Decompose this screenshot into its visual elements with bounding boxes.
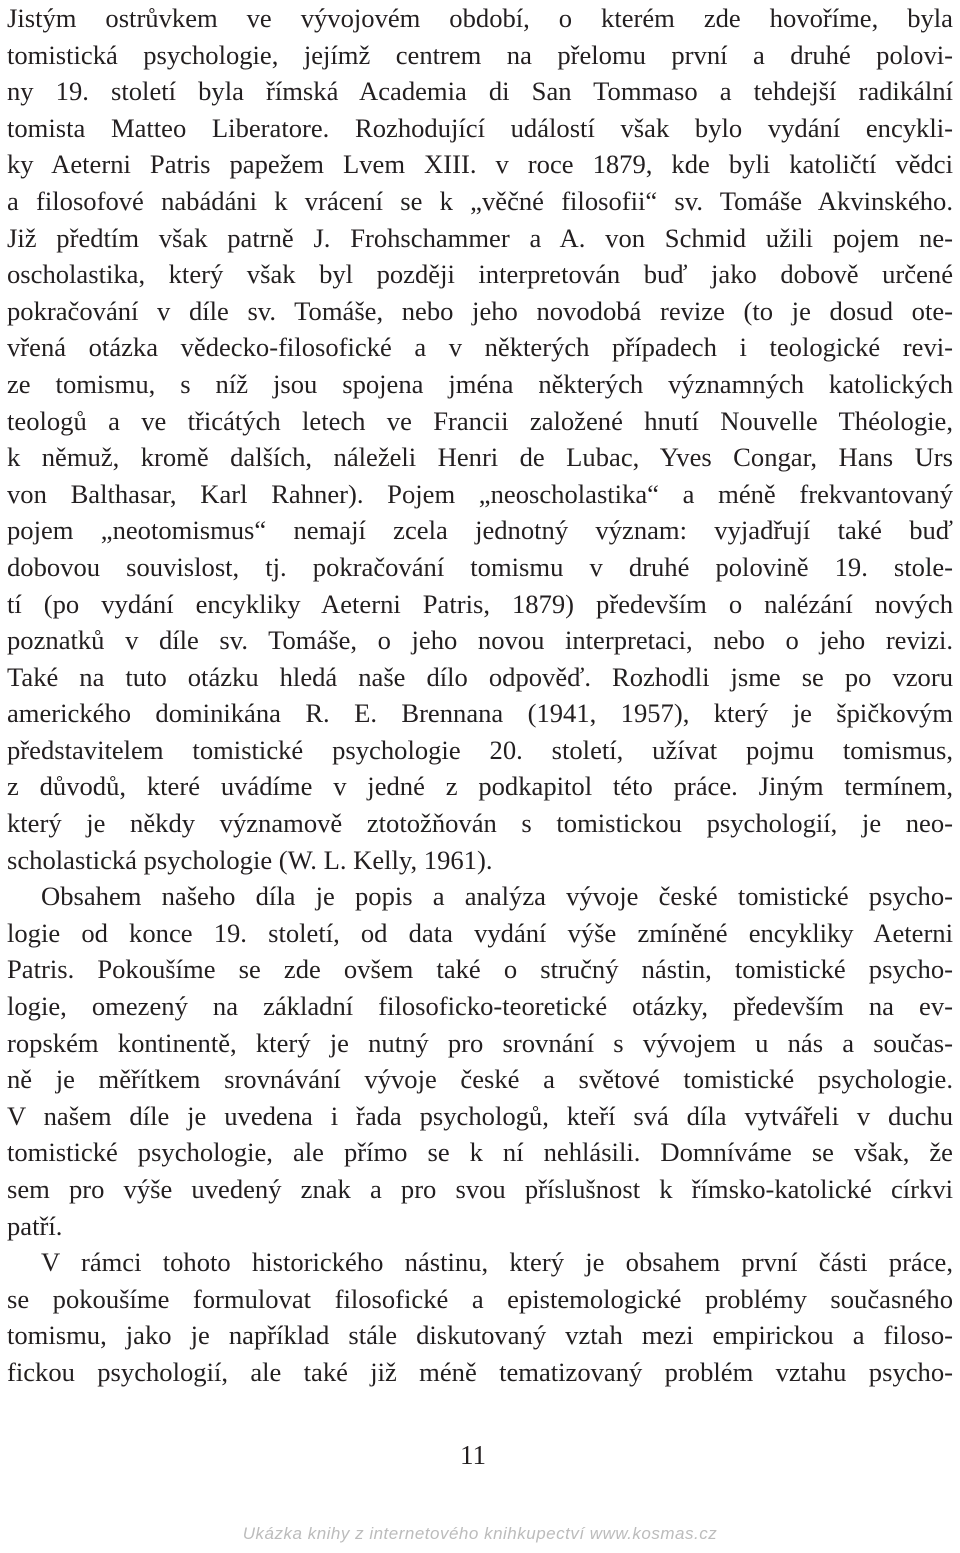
text-line: tomismu, jako je například stále diskutovaný vztah mezi empirickou a filoso-	[7, 1320, 953, 1351]
text-line: ny 19. století byla římská Academia di San Tommaso a tehdejší radikální	[7, 76, 953, 107]
text-line: tomistická psychologie, jejímž centrem na přelomu první a druhé polovi-	[7, 39, 953, 70]
text-line: Již předtím však patrně J. Frohschammer a A. von Schmid užili pojem ne-	[7, 222, 953, 253]
text-line: von Balthasar, Karl Rahner). Pojem „neoscholastika“ a méně frekvantovaný	[7, 478, 953, 509]
text-line: dobovou souvislost, tj. pokračování tomismu v druhé polovině 19. stole-	[7, 551, 953, 582]
text-line: tomista Matteo Liberatore. Rozhodující událostí však bylo vydání encykli-	[7, 112, 953, 143]
text-line: poznatků v díle sv. Tomáše, o jeho novou interpretaci, nebo o jeho revizi.	[7, 625, 953, 656]
text-line: logie, omezený na základní filosoficko-teoretické otázky, především na ev-	[7, 991, 953, 1022]
text-line: vřená otázka vědecko-filosofické a v některých případech i teologické revi-	[7, 332, 953, 363]
text-line: Obsahem našeho díla je popis a analýza vývoje české tomistické psycho-	[41, 881, 953, 912]
text-line: který je někdy významově ztotožňován s tomistickou psychologií, je neo-	[7, 808, 953, 839]
page-number: 11	[460, 1440, 486, 1470]
text-line: ně je měřítkem srovnávání vývoje české a světové tomistické psychologie.	[7, 1064, 953, 1095]
text-line: k němuž, kromě dalších, náleželi Henri de Lubac, Yves Congar, Hans Urs	[7, 442, 953, 473]
text-line: V rámci tohoto historického nástinu, který je obsahem první části práce,	[41, 1247, 953, 1278]
text-line: teologů a ve třicátých letech ve Francii založené hnutí Nouvelle Théologie,	[7, 405, 953, 436]
text-line: amerického dominikána R. E. Brennana (1941, 1957), který je špičkovým	[7, 698, 953, 729]
text-line: z důvodů, které uvádíme v jedné z podkapitol této práce. Jiným termínem,	[7, 771, 953, 802]
text-line: představitelem tomistické psychologie 20. století, užívat pojmu tomismus,	[7, 734, 953, 765]
body-text	[7, 0, 953, 1391]
text-line: ropském kontinentě, který je nutný pro srovnání s vývojem u nás a součas-	[7, 1027, 953, 1058]
text-line: oscholastika, který však byl později interpretován buď jako dobově určené	[7, 259, 953, 290]
text-line: ky Aeterni Patris papežem Lvem XIII. v roce 1879, kde byli katoličtí vědci	[7, 149, 953, 180]
text-line: V našem díle je uvedena i řada psychologů, kteří svá díla vytvářeli v duchu	[7, 1100, 953, 1131]
text-line: se pokoušíme formulovat filosofické a epistemologické problémy současného	[7, 1283, 953, 1314]
text-line: sem pro výše uvedený znak a pro svou příslušnost k římsko-katolické církvi	[7, 1174, 953, 1204]
text-line: logie od konce 19. století, od data vydání výše zmíněné encykliky Aeterni	[7, 917, 953, 948]
text-line: scholastická psychologie (W. L. Kelly, 1961).	[7, 844, 493, 875]
text-line: tomistické psychologie, ale přímo se k ní nehlásili. Domníváme se však, že	[7, 1137, 953, 1168]
text-line: Také na tuto otázku hledá naše dílo odpověď. Rozhodli jsme se po vzoru	[7, 661, 953, 692]
text-line: Jistým ostrůvkem ve vývojovém období, o kterém zde hovoříme, byla	[7, 3, 953, 33]
text-line: a filosofové nabádáni k vrácení se k „věčné filosofii“ sv. Tomáše Akvinského.	[7, 185, 953, 216]
text-line: tí (po vydání encykliky Aeterni Patris, 1879) především o nalézání nových	[7, 588, 953, 619]
text-line: pokračování v díle sv. Tomáše, nebo jeho novodobá revize (to je dosud ote-	[7, 295, 953, 326]
text-line: Patris. Pokoušíme se zde ovšem také o stručný nástin, tomistické psycho-	[7, 954, 953, 985]
text-line: fickou psychologií, ale také již méně tematizovaný problém vztahu psycho-	[7, 1356, 953, 1387]
text-line: patří.	[7, 1210, 63, 1241]
footer-watermark: Ukázka knihy z internetového knihkupectví www.kosmas.cz	[242, 1524, 718, 1543]
text-line: pojem „neotomismus“ nemají zcela jednotný význam: vyjadřují také buď	[7, 515, 953, 546]
text-line: ze tomismu, s níž jsou spojena jména některých významných katolických	[7, 368, 953, 399]
